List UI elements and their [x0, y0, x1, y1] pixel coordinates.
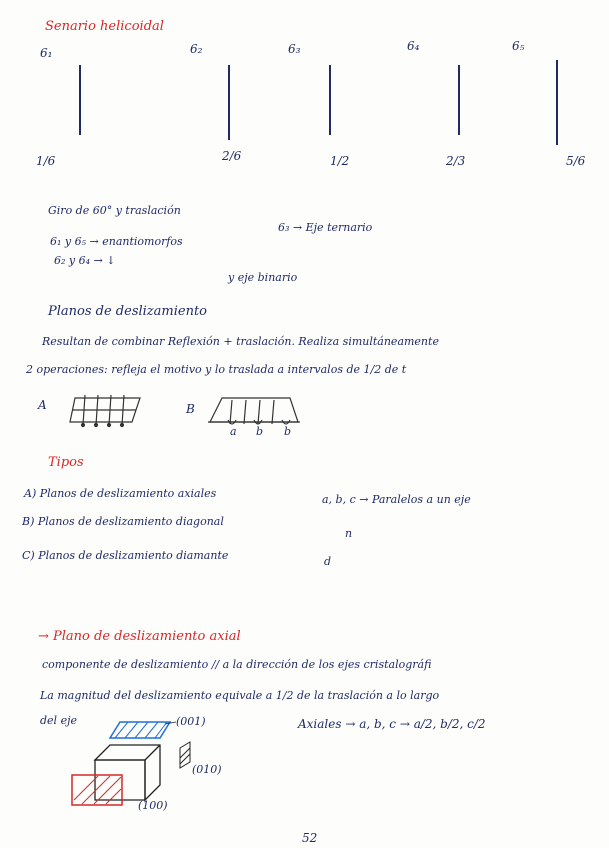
type-c: C) Planos de deslizamiento diamante: [22, 549, 229, 562]
axis-label-3: 6₃: [288, 42, 301, 56]
sketch-a: [70, 395, 140, 427]
rule-line-3: 6₂ y 6₄ → ↓: [54, 254, 116, 267]
sketch-a-label: A: [38, 398, 47, 412]
sketch-b-mark-2: b: [256, 425, 264, 438]
types-heading: Tipos: [48, 455, 84, 470]
axis-fraction-2: 2/6: [222, 149, 242, 163]
axis-label-5: 6₅: [512, 39, 525, 53]
axis-fraction-4: 2/3: [446, 154, 466, 168]
rule-line-1b: 6₃ → Eje ternario: [278, 221, 373, 234]
axis-fraction-1: 1/6: [36, 154, 56, 168]
type-b: B) Planos de deslizamiento diagonal: [22, 515, 224, 528]
type-a: A) Planos de deslizamiento axiales: [24, 487, 217, 500]
cube-sketch: [72, 722, 190, 805]
face-001-label: (001): [176, 715, 206, 728]
sketch-b: [208, 398, 300, 424]
rule-line-1: Giro de 60° y traslación: [48, 204, 181, 217]
page-number: 52: [302, 831, 318, 845]
rule-line-3b: y eje binario: [228, 271, 298, 284]
glide-line-2: 2 operaciones: refleja el motivo y lo traslada a intervalos de 1/2 de t: [26, 363, 407, 376]
glide-line-1: Resultan de combinar Reflexión + traslación. Realiza simultáneamente: [42, 335, 439, 348]
face-010-label: (010): [192, 763, 222, 776]
axial-values: Axiales → a, b, c → a/2, b/2, c/2: [298, 717, 486, 731]
axial-heading: → Plano de deslizamiento axial: [38, 629, 241, 644]
page-title: Senario helicoidal: [45, 19, 164, 34]
axis-label-1: 6₁: [40, 46, 53, 60]
sketch-b-mark-1: a: [230, 425, 237, 438]
axial-line-3: del eje: [40, 714, 77, 727]
rule-line-2: 6₁ y 6₅ → enantiomorfos: [50, 235, 183, 248]
type-b-value: n: [345, 527, 353, 540]
axial-line-2: La magnitud del deslizamiento equivale a 1/2 de la traslación a lo largo: [40, 689, 440, 702]
type-a-values: a, b, c → Paralelos a un eje: [322, 493, 471, 506]
axis-fraction-5: 5/6: [566, 154, 586, 168]
axis-label-2: 6₂: [190, 42, 203, 56]
sketch-b-mark-3: b: [284, 425, 292, 438]
glide-heading: Planos de deslizamiento: [48, 304, 208, 319]
axial-line-1: componente de deslizamiento // a la dirección de los ejes cristalográfi: [42, 658, 432, 671]
face-100-label: (100): [138, 799, 168, 812]
type-c-value: d: [324, 555, 332, 568]
sketch-b-label: B: [186, 402, 195, 416]
axis-fraction-3: 1/2: [330, 154, 350, 168]
axis-label-4: 6₄: [407, 39, 420, 53]
